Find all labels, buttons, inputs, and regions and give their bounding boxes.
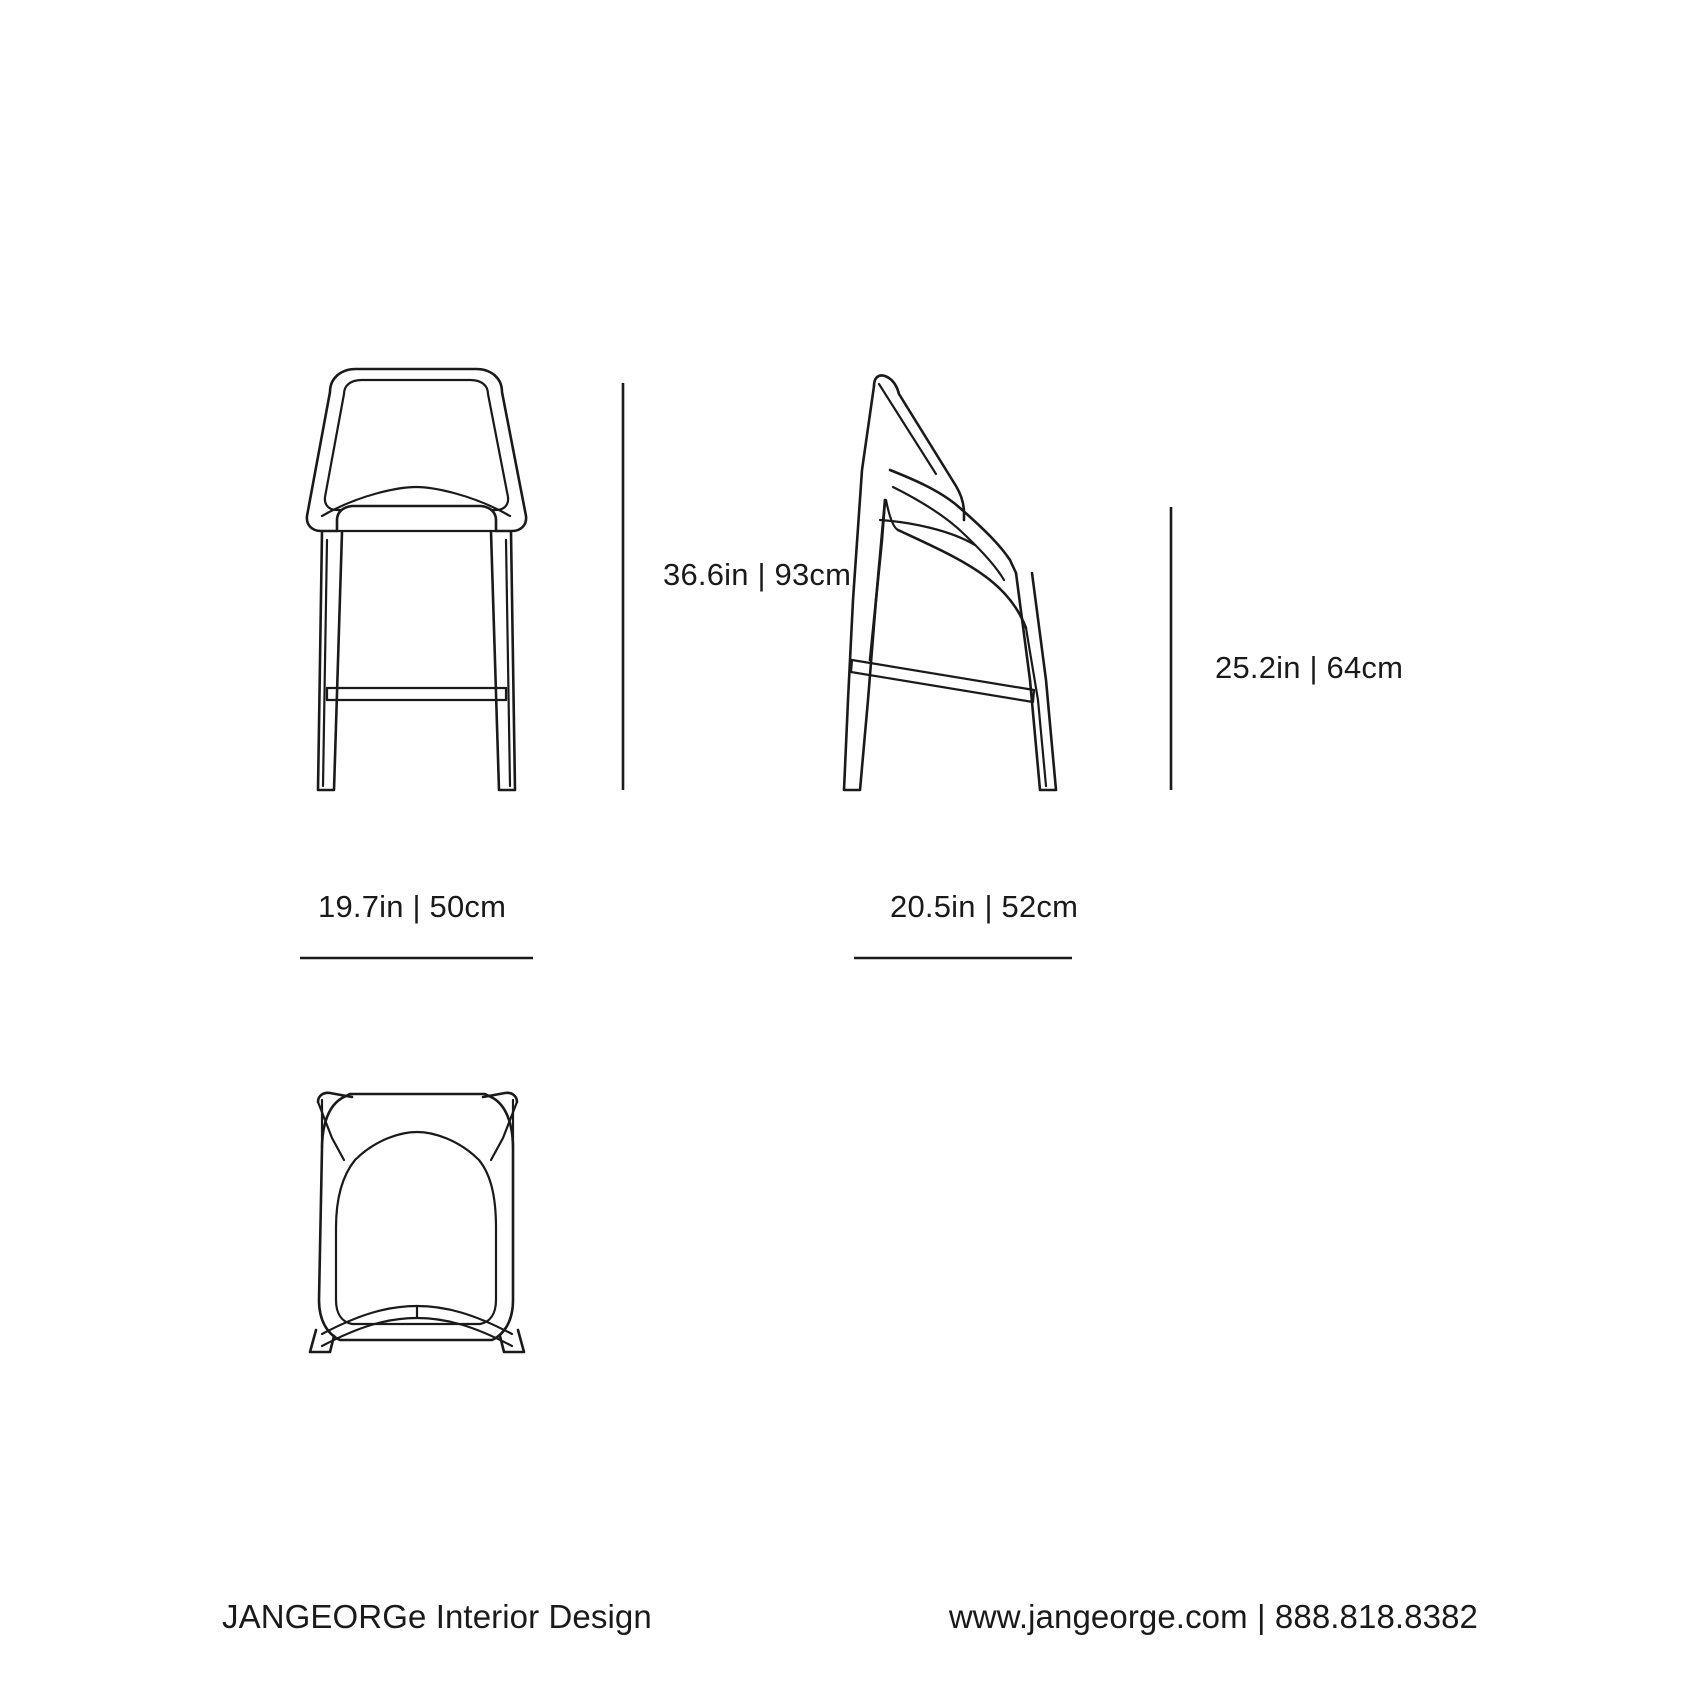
seat-height-label: 25.2in | 64cm bbox=[1215, 650, 1404, 685]
footer bbox=[0, 1580, 1700, 1700]
front-elevation-view bbox=[307, 369, 526, 790]
side-elevation-view bbox=[844, 375, 1056, 790]
top-plan-view bbox=[310, 1093, 524, 1352]
overall-width-label: 19.7in | 50cm bbox=[318, 889, 507, 924]
overall-height-label: 36.6in | 93cm bbox=[663, 557, 852, 592]
brand-name: JANGEORGe Interior Design bbox=[222, 1598, 652, 1635]
overall-depth-label: 20.5in | 52cm bbox=[890, 889, 1079, 924]
contact-info: www.jangeorge.com | 888.818.8382 bbox=[948, 1598, 1478, 1635]
